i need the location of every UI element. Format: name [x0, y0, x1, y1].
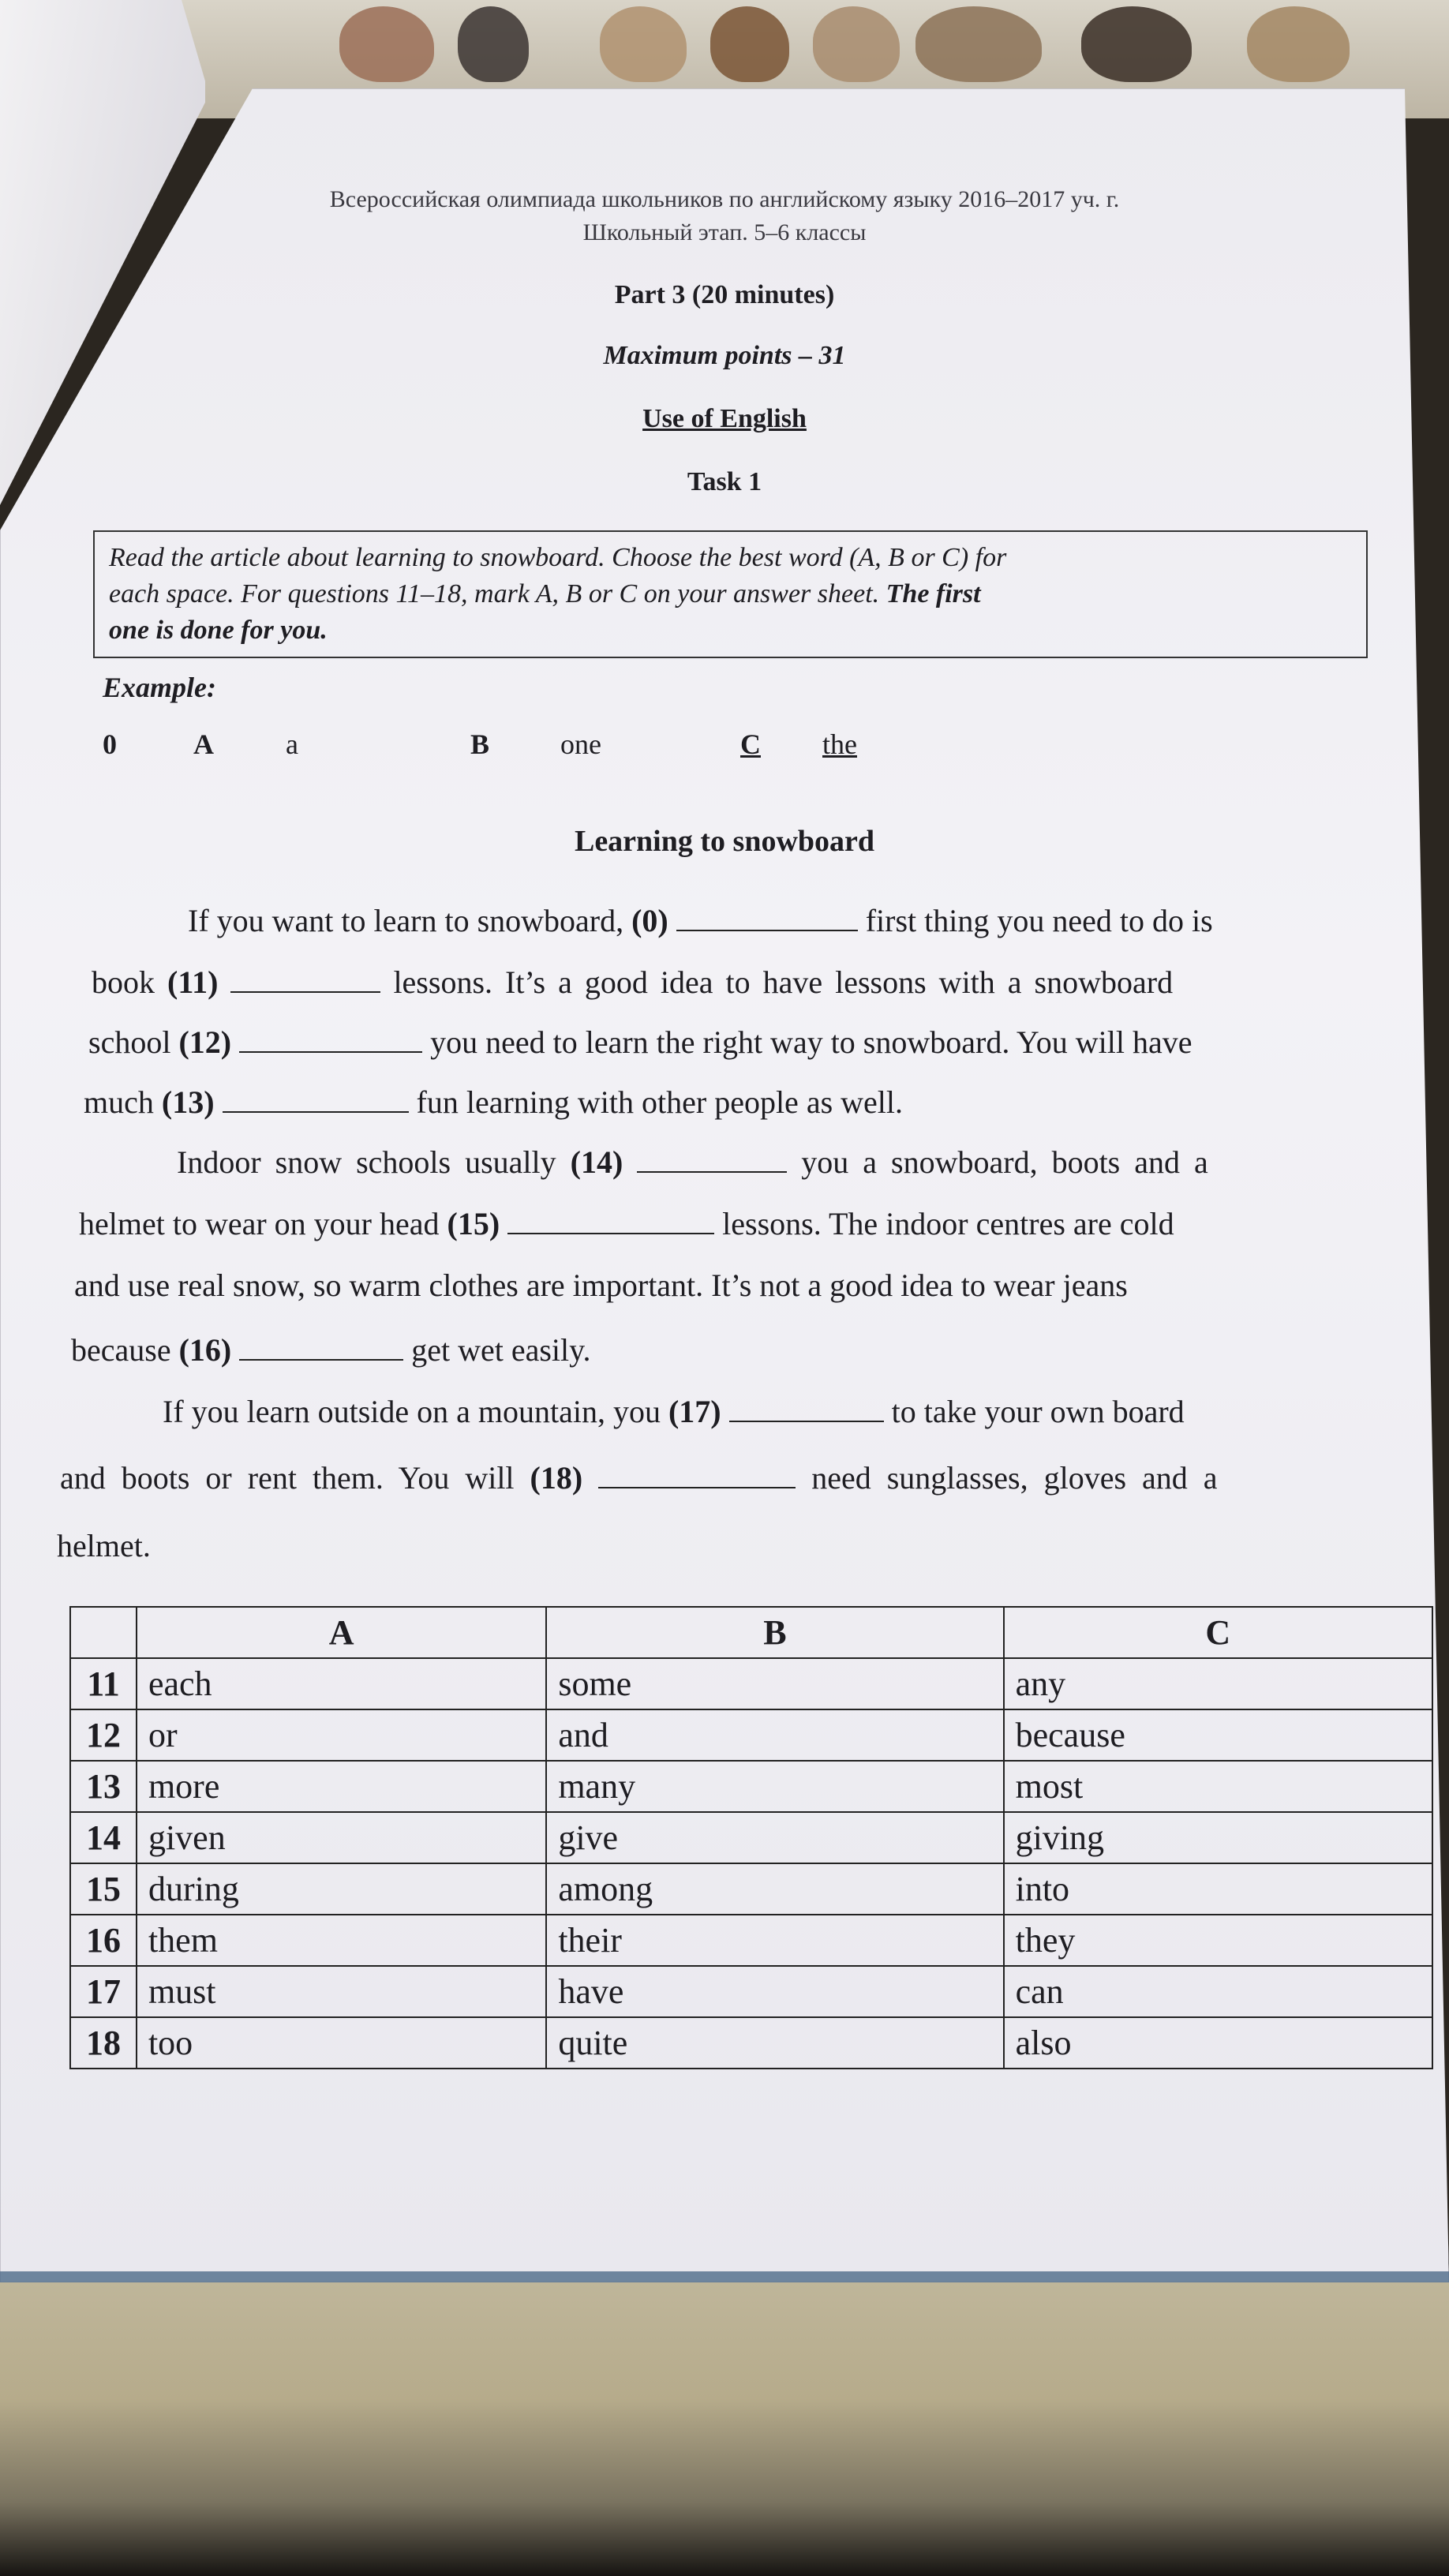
- option-b: among: [546, 1863, 1003, 1915]
- example-b-word: one: [560, 728, 601, 760]
- option-c: because: [1004, 1709, 1432, 1761]
- option-b: their: [546, 1915, 1003, 1966]
- option-b: many: [546, 1761, 1003, 1812]
- instructions-line3-bold: one is done for you.: [109, 616, 328, 645]
- answer-gap-16[interactable]: [239, 1335, 403, 1361]
- example-c-letter: C: [740, 728, 761, 760]
- option-a: or: [137, 1709, 546, 1761]
- option-c: into: [1004, 1863, 1432, 1915]
- question-number: 13: [70, 1761, 137, 1812]
- article-line-10: and boots or rent them. You will (18) need sunglasses, gloves and a: [60, 1460, 1218, 1496]
- table-row: [70, 1812, 1432, 1863]
- example-a-word: a: [286, 728, 298, 760]
- table-header-a: A: [137, 1607, 546, 1658]
- part-heading: Part 3 (20 minutes): [614, 280, 835, 309]
- example-a-letter: A: [193, 728, 214, 760]
- article-line-6: helmet to wear on your head (15) lessons. The indoor centres are cold: [79, 1206, 1174, 1241]
- table-row: [70, 1761, 1432, 1812]
- answer-gap-13[interactable]: [223, 1088, 409, 1113]
- answer-gap-12[interactable]: [239, 1028, 422, 1053]
- question-number: 12: [70, 1709, 137, 1761]
- table-row: [70, 1709, 1432, 1761]
- option-a: them: [137, 1915, 546, 1966]
- answer-gap-17[interactable]: [729, 1397, 884, 1422]
- section-heading-wrap: [0, 404, 1449, 434]
- table-header-b: B: [546, 1607, 1003, 1658]
- table-header-c: C: [1004, 1607, 1432, 1658]
- question-number: 14: [70, 1812, 137, 1863]
- section-heading: Use of English: [642, 404, 807, 433]
- question-number: 15: [70, 1863, 137, 1915]
- instructions-line2-bold: The first: [886, 579, 981, 608]
- article-line-3: school (12) you need to learn the right way to snowboard. You will have: [88, 1024, 1193, 1060]
- option-a: too: [137, 2017, 546, 2069]
- desk-surface: [0, 2281, 1449, 2576]
- max-points: Maximum points – 31: [603, 341, 846, 370]
- option-c: giving: [1004, 1812, 1432, 1863]
- option-b: some: [546, 1658, 1003, 1709]
- option-c: most: [1004, 1761, 1432, 1812]
- task-heading: Task 1: [687, 467, 762, 496]
- example-c-word: the: [822, 728, 857, 760]
- article-title: Learning to snowboard: [574, 825, 875, 858]
- example-label: Example:: [103, 672, 216, 703]
- article-line-9: If you learn outside on a mountain, you (17) to take your own board: [163, 1394, 1185, 1429]
- answer-gap-0[interactable]: [676, 906, 858, 931]
- option-a: given: [137, 1812, 546, 1863]
- option-b: and: [546, 1709, 1003, 1761]
- article-line-4: much (13) fun learning with other people as well.: [84, 1084, 903, 1120]
- question-number: 18: [70, 2017, 137, 2069]
- option-b: quite: [546, 2017, 1003, 2069]
- instructions-line2-text: each space. For questions 11–18, mark A, B or C on your answer sheet.: [109, 579, 880, 608]
- article-line-5: Indoor snow schools usually (14) you a snowboard, boots and a: [177, 1144, 1208, 1180]
- option-a: must: [137, 1966, 546, 2017]
- option-a: more: [137, 1761, 546, 1812]
- question-number: 16: [70, 1915, 137, 1966]
- question-number: 11: [70, 1658, 137, 1709]
- question-number: 17: [70, 1966, 137, 2017]
- page-bottom-edge: [0, 2271, 1449, 2282]
- table-row: [70, 1915, 1432, 1966]
- option-c: also: [1004, 2017, 1432, 2069]
- option-a: each: [137, 1658, 546, 1709]
- instructions-box: [93, 530, 1368, 658]
- example-c-answer: [740, 728, 857, 761]
- instructions-line2: [109, 576, 1352, 612]
- example-b-letter: B: [470, 728, 490, 760]
- option-a: during: [137, 1863, 546, 1915]
- answer-gap-14[interactable]: [637, 1148, 787, 1173]
- answer-gap-11[interactable]: [230, 968, 380, 993]
- answer-gap-15[interactable]: [507, 1209, 714, 1234]
- option-b: give: [546, 1812, 1003, 1863]
- article-line-2: book (11) lessons. It’s a good idea to have lessons with a snowboard: [92, 964, 1174, 1000]
- option-c: can: [1004, 1966, 1432, 2017]
- olympiad-header-line2: Школьный этап. 5–6 классы: [582, 219, 867, 245]
- option-c: they: [1004, 1915, 1432, 1966]
- instructions-line3: [109, 612, 1352, 649]
- table-row: [70, 1966, 1432, 2017]
- answer-options-table: [69, 1606, 1433, 2069]
- example-number: 0: [103, 728, 117, 760]
- article-line-7: and use real snow, so warm clothes are important. It’s not a good idea to wear jeans: [74, 1267, 1128, 1303]
- article-line-11: helmet.: [57, 1528, 151, 1563]
- table-row: [70, 1863, 1432, 1915]
- table-row: [70, 1658, 1432, 1709]
- table-header-num: [70, 1607, 137, 1658]
- article-line-1: If you want to learn to snowboard, (0) first thing you need to do is: [188, 903, 1213, 938]
- option-c: any: [1004, 1658, 1432, 1709]
- olympiad-header-line1: Всероссийская олимпиада школьников по английскому языку 2016–2017 уч. г.: [329, 186, 1120, 212]
- instructions-line1: Read the article about learning to snowboard. Choose the best word (A, B or C) for: [109, 543, 1007, 572]
- answer-gap-18[interactable]: [598, 1463, 796, 1488]
- table-header-row: [70, 1607, 1432, 1658]
- table-row: [70, 2017, 1432, 2069]
- article-line-8: because (16) get wet easily.: [71, 1332, 591, 1368]
- option-b: have: [546, 1966, 1003, 2017]
